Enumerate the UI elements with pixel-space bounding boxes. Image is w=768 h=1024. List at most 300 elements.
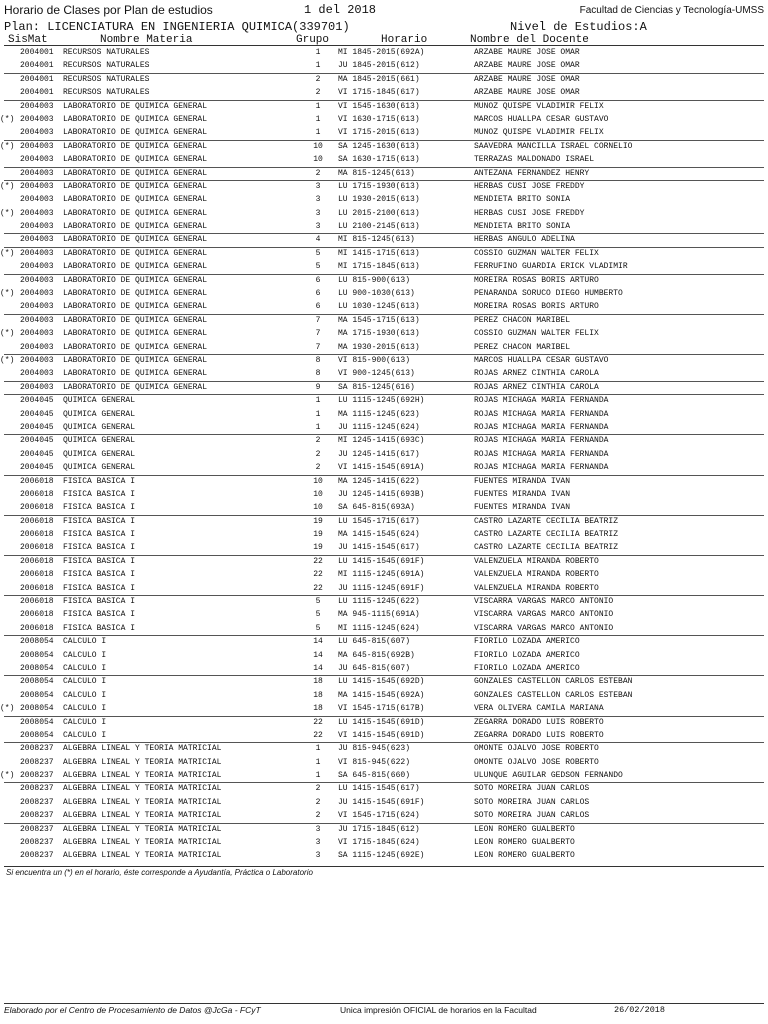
cell-docente: LEON ROMERO GUALBERTO: [474, 838, 575, 848]
cell-materia: QUIMICA GENERAL: [63, 449, 136, 459]
cell-materia: CALCULO I: [63, 690, 107, 700]
table-row: [0, 381, 768, 394]
table-row: [0, 421, 768, 434]
cell-horario: VI 815-945(622): [338, 757, 411, 767]
cell-materia: FISICA BASICA I: [63, 503, 136, 513]
table-row: [0, 461, 768, 474]
cell-sismat: 2006018: [20, 476, 54, 486]
cell-docente: LEON ROMERO GUALBERTO: [474, 824, 575, 834]
cell-materia: RECURSOS NATURALES: [63, 48, 150, 57]
cell-grupo: 22: [313, 583, 323, 593]
column-header-grupo: Grupo: [296, 34, 330, 46]
cell-grupo: 5: [315, 248, 321, 258]
table-row: [0, 193, 768, 206]
cell-sismat: 2004001: [20, 88, 54, 98]
cell-mark: (*): [0, 114, 15, 124]
cell-sismat: 2008054: [20, 637, 54, 647]
cell-grupo: 1: [315, 757, 321, 767]
cell-grupo: 18: [313, 704, 323, 714]
cell-docente: ROJAS MICHAGA MARIA FERNANDA: [474, 409, 609, 419]
cell-docente: PENARANDA SORUCO DIEGO HUMBERTO: [474, 289, 623, 299]
cell-docente: ROJAS MICHAGA MARIA FERNANDA: [474, 422, 609, 432]
cell-grupo: 1: [315, 128, 321, 138]
cell-grupo: 14: [313, 663, 323, 673]
cell-materia: RECURSOS NATURALES: [63, 74, 150, 84]
cell-materia: QUIMICA GENERAL: [63, 463, 136, 473]
cell-horario: LU 1115-1245(692H): [338, 396, 425, 406]
report-header: [4, 3, 764, 17]
cell-docente: FUENTES MIRANDA IVAN: [474, 503, 571, 513]
cell-docente: OMONTE OJALVO JOSE ROBERTO: [474, 757, 599, 767]
cell-horario: LU 1415-1545(617): [338, 784, 420, 794]
cell-horario: MI 1715-1845(613): [338, 262, 420, 272]
cell-materia: ALGEBRA LINEAL Y TEORIA MATRICIAL: [63, 784, 222, 794]
cell-materia: ALGEBRA LINEAL Y TEORIA MATRICIAL: [63, 757, 222, 767]
cell-docente: VISCARRA VARGAS MARCO ANTONIO: [474, 597, 614, 607]
cell-horario: MI 1415-1715(613): [338, 248, 420, 258]
column-header-materia: Nombre Materia: [100, 34, 193, 46]
cell-horario: VI 1630-1715(613): [338, 114, 420, 124]
cell-horario: LU 1545-1715(617): [338, 516, 420, 526]
cell-grupo: 10: [313, 141, 323, 151]
cell-sismat: 2004003: [20, 382, 54, 392]
cell-materia: LABORATORIO DE QUIMICA GENERAL: [63, 181, 208, 191]
cell-docente: PEREZ CHACON MARIBEL: [474, 315, 571, 325]
table-row: [0, 649, 768, 662]
table-row: [0, 46, 768, 59]
table-row: [0, 769, 768, 782]
cell-docente: MARCOS HUALLPA CESAR GUSTAVO: [474, 355, 609, 365]
table-row: [0, 849, 768, 862]
cell-grupo: 1: [315, 396, 321, 406]
plan-name: Plan: LICENCIATURA EN INGENIERIA QUIMICA(339701): [4, 20, 350, 34]
cell-mark: (*): [0, 141, 15, 151]
cell-sismat: 2004001: [20, 61, 54, 71]
cell-grupo: 1: [315, 61, 321, 71]
cell-grupo: 3: [315, 222, 321, 232]
cell-horario: LU 1415-1545(692D): [338, 677, 425, 687]
cell-materia: FISICA BASICA I: [63, 489, 136, 499]
cell-sismat: 2006018: [20, 556, 54, 566]
cell-docente: FIORILO LOZADA AMERICO: [474, 663, 580, 673]
cell-materia: QUIMICA GENERAL: [63, 409, 136, 419]
cell-materia: LABORATORIO DE QUIMICA GENERAL: [63, 342, 208, 352]
cell-horario: JU 1115-1245(691F): [338, 583, 425, 593]
cell-materia: LABORATORIO DE QUIMICA GENERAL: [63, 141, 208, 151]
table-row: [0, 287, 768, 300]
cell-horario: MA 945-1115(691A): [338, 610, 420, 620]
cell-sismat: 2006018: [20, 516, 54, 526]
cell-materia: LABORATORIO DE QUIMICA GENERAL: [63, 302, 208, 312]
report-title: Horario de Clases por Plan de estudios: [4, 3, 213, 17]
table-row: [0, 153, 768, 166]
cell-grupo: 1: [315, 409, 321, 419]
cell-docente: MOREIRA ROSAS BORIS ARTURO: [474, 275, 599, 285]
cell-grupo: 3: [315, 824, 321, 834]
cell-grupo: 2: [315, 811, 321, 821]
cell-docente: COSSIO GUZMAN WALTER FELIX: [474, 329, 599, 339]
cell-materia: ALGEBRA LINEAL Y TEORIA MATRICIAL: [63, 824, 222, 834]
cell-sismat: 2004003: [20, 114, 54, 124]
cell-mark: (*): [0, 289, 15, 299]
cell-grupo: 22: [313, 570, 323, 580]
cell-mark: (*): [0, 355, 15, 365]
cell-sismat: 2004003: [20, 235, 54, 245]
cell-docente: MUNOZ QUISPE VLADIMIR FELIX: [474, 101, 604, 111]
cell-horario: VI 1545-1630(613): [338, 101, 420, 111]
cell-materia: FISICA BASICA I: [63, 556, 136, 566]
cell-sismat: 2004003: [20, 369, 54, 379]
cell-grupo: 1: [315, 422, 321, 432]
cell-sismat: 2006018: [20, 570, 54, 580]
cell-horario: SA 1630-1715(613): [338, 155, 420, 165]
table-row: [0, 782, 768, 795]
cell-grupo: 7: [315, 329, 321, 339]
cell-horario: VI 900-1245(613): [338, 369, 415, 379]
table-row: [0, 689, 768, 702]
cell-docente: VERA OLIVERA CAMILA MARIANA: [474, 704, 604, 714]
cell-materia: CALCULO I: [63, 717, 107, 727]
cell-horario: VI 1415-1545(691A): [338, 463, 425, 473]
cell-docente: SOTO MOREIRA JUAN CARLOS: [474, 784, 590, 794]
cell-horario: LU 1030-1245(613): [338, 302, 420, 312]
table-row: [0, 394, 768, 407]
cell-mark: (*): [0, 248, 15, 258]
cell-docente: TERRAZAS MALDONADO ISRAEL: [474, 155, 595, 165]
cell-grupo: 9: [315, 382, 321, 392]
cell-sismat: 2004003: [20, 342, 54, 352]
cell-horario: JU 1715-1845(612): [338, 824, 420, 834]
cell-horario: VI 815-900(613): [338, 355, 411, 365]
table-row: [0, 367, 768, 380]
table-row: [0, 220, 768, 233]
cell-docente: ZEGARRA DORADO LUIS ROBERTO: [474, 717, 604, 727]
table-row: [0, 408, 768, 421]
cell-grupo: 22: [313, 556, 323, 566]
cell-grupo: 22: [313, 717, 323, 727]
cell-sismat: 2004003: [20, 262, 54, 272]
cell-materia: ALGEBRA LINEAL Y TEORIA MATRICIAL: [63, 811, 222, 821]
cell-materia: LABORATORIO DE QUIMICA GENERAL: [63, 128, 208, 138]
cell-mark: (*): [0, 329, 15, 339]
table-row: [0, 635, 768, 648]
cell-grupo: 2: [315, 449, 321, 459]
cell-docente: ARZABE MAURE JOSE OMAR: [474, 74, 580, 84]
cell-horario: JU 1415-1545(617): [338, 543, 420, 553]
cell-grupo: 3: [315, 208, 321, 218]
cell-docente: MARCOS HUALLPA CESAR GUSTAVO: [474, 114, 609, 124]
cell-horario: VI 1545-1715(617B): [338, 704, 425, 714]
cell-horario: JU 1415-1545(691F): [338, 797, 425, 807]
cell-grupo: 5: [315, 610, 321, 620]
cell-docente: MOREIRA ROSAS BORIS ARTURO: [474, 302, 599, 312]
cell-horario: MI 1115-1245(691A): [338, 570, 425, 580]
cell-materia: FISICA BASICA I: [63, 570, 136, 580]
cell-horario: LU 2100-2145(613): [338, 222, 420, 232]
cell-materia: FISICA BASICA I: [63, 597, 136, 607]
cell-materia: CALCULO I: [63, 730, 107, 740]
cell-grupo: 2: [315, 436, 321, 446]
cell-sismat: 2004045: [20, 396, 54, 406]
cell-grupo: 3: [315, 851, 321, 861]
cell-horario: MA 1545-1715(613): [338, 315, 420, 325]
cell-materia: FISICA BASICA I: [63, 543, 136, 553]
cell-docente: SOTO MOREIRA JUAN CARLOS: [474, 797, 590, 807]
cell-sismat: 2004003: [20, 302, 54, 312]
cell-mark: (*): [0, 208, 15, 218]
table-row: [0, 207, 768, 220]
cell-sismat: 2008054: [20, 730, 54, 740]
table-row: [0, 180, 768, 193]
cell-grupo: 22: [313, 730, 323, 740]
cell-materia: FISICA BASICA I: [63, 610, 136, 620]
cell-horario: SA 815-1245(616): [338, 382, 415, 392]
cell-docente: OMONTE OJALVO JOSE ROBERTO: [474, 744, 599, 754]
cell-materia: ALGEBRA LINEAL Y TEORIA MATRICIAL: [63, 771, 222, 781]
cell-horario: JU 1245-1415(617): [338, 449, 420, 459]
cell-docente: SAAVEDRA MANCILLA ISRAEL CORNELIO: [474, 141, 633, 151]
schedule-table: [0, 46, 768, 863]
cell-sismat: 2004003: [20, 168, 54, 178]
cell-sismat: 2004003: [20, 181, 54, 191]
cell-docente: FUENTES MIRANDA IVAN: [474, 489, 571, 499]
table-row: [0, 274, 768, 287]
footer-official: Unica impresión OFICIAL de horarios en la Facultad: [340, 1005, 537, 1015]
cell-horario: VI 1545-1715(624): [338, 811, 420, 821]
cell-sismat: 2008237: [20, 851, 54, 861]
cell-sismat: 2006018: [20, 530, 54, 540]
cell-sismat: 2004003: [20, 355, 54, 365]
cell-horario: SA 1245-1630(613): [338, 141, 420, 151]
cell-docente: MUNOZ QUISPE VLADIMIR FELIX: [474, 128, 604, 138]
cell-grupo: 19: [313, 543, 323, 553]
cell-materia: FISICA BASICA I: [63, 623, 136, 633]
cell-sismat: 2006018: [20, 503, 54, 513]
cell-mark: (*): [0, 771, 15, 781]
table-row: [0, 233, 768, 246]
cell-horario: VI 1715-1845(624): [338, 838, 420, 848]
cell-docente: FIORILO LOZADA AMERICO: [474, 637, 580, 647]
cell-materia: LABORATORIO DE QUIMICA GENERAL: [63, 208, 208, 218]
cell-docente: HERBAS ANGULO ADELINA: [474, 235, 575, 245]
column-header-docente: Nombre del Docente: [470, 34, 589, 46]
cell-sismat: 2008054: [20, 704, 54, 714]
cell-sismat: 2008237: [20, 757, 54, 767]
cell-grupo: 7: [315, 342, 321, 352]
cell-sismat: 2004003: [20, 289, 54, 299]
table-row: [0, 809, 768, 822]
cell-grupo: 6: [315, 275, 321, 285]
cell-sismat: 2008237: [20, 784, 54, 794]
cell-docente: CASTRO LAZARTE CECILIA BEATRIZ: [474, 530, 619, 540]
cell-grupo: 1: [315, 744, 321, 754]
cell-sismat: 2004045: [20, 463, 54, 473]
table-row: [0, 662, 768, 675]
cell-materia: CALCULO I: [63, 650, 107, 660]
table-row: [0, 595, 768, 608]
cell-docente: ROJAS MICHAGA MARIA FERNANDA: [474, 396, 609, 406]
table-row: [0, 86, 768, 99]
cell-sismat: 2008054: [20, 690, 54, 700]
cell-grupo: 6: [315, 289, 321, 299]
cell-horario: JU 815-945(623): [338, 744, 411, 754]
cell-grupo: 5: [315, 597, 321, 607]
table-row: [0, 113, 768, 126]
cell-materia: CALCULO I: [63, 677, 107, 687]
cell-horario: SA 1115-1245(692E): [338, 851, 425, 861]
cell-horario: LU 1930-2015(613): [338, 195, 420, 205]
cell-sismat: 2008054: [20, 663, 54, 673]
cell-horario: MA 1415-1545(624): [338, 530, 420, 540]
cell-materia: ALGEBRA LINEAL Y TEORIA MATRICIAL: [63, 838, 222, 848]
cell-sismat: 2008054: [20, 650, 54, 660]
cell-grupo: 3: [315, 195, 321, 205]
cell-materia: QUIMICA GENERAL: [63, 422, 136, 432]
cell-docente: ROJAS ARNEZ CINTHIA CAROLA: [474, 382, 599, 392]
cell-horario: MA 1715-1930(613): [338, 329, 420, 339]
cell-sismat: 2004003: [20, 315, 54, 325]
table-row: [0, 729, 768, 742]
study-level: Nivel de Estudios:A: [510, 20, 647, 34]
cell-horario: JU 1845-2015(612): [338, 61, 420, 71]
cell-grupo: 18: [313, 677, 323, 687]
table-row: [0, 836, 768, 849]
cell-grupo: 10: [313, 503, 323, 513]
footnote: Si encuentra un (*) en el horario, éste corresponde a Ayudantía, Práctica o Laboratorio: [6, 868, 313, 877]
cell-docente: VALENZUELA MIRANDA ROBERTO: [474, 556, 599, 566]
cell-materia: CALCULO I: [63, 704, 107, 714]
cell-grupo: 8: [315, 355, 321, 365]
cell-materia: LABORATORIO DE QUIMICA GENERAL: [63, 248, 208, 258]
cell-materia: ALGEBRA LINEAL Y TEORIA MATRICIAL: [63, 797, 222, 807]
cell-materia: FISICA BASICA I: [63, 530, 136, 540]
cell-horario: MA 1845-2015(661): [338, 74, 420, 84]
cell-sismat: 2006018: [20, 543, 54, 553]
cell-materia: LABORATORIO DE QUIMICA GENERAL: [63, 155, 208, 165]
cell-grupo: 18: [313, 690, 323, 700]
cell-horario: JU 1245-1415(693B): [338, 489, 425, 499]
cell-sismat: 2004003: [20, 128, 54, 138]
cell-horario: MI 815-1245(613): [338, 235, 415, 245]
table-row: [0, 501, 768, 514]
cell-sismat: 2004003: [20, 222, 54, 232]
table-row: [0, 796, 768, 809]
cell-materia: QUIMICA GENERAL: [63, 436, 136, 446]
cell-sismat: 2008237: [20, 797, 54, 807]
cell-horario: MA 1245-1415(622): [338, 476, 420, 486]
cell-sismat: 2008237: [20, 824, 54, 834]
cell-grupo: 2: [315, 463, 321, 473]
table-row: [0, 608, 768, 621]
cell-grupo: 1: [315, 48, 321, 57]
table-row: [0, 702, 768, 715]
cell-sismat: 2008054: [20, 717, 54, 727]
cell-materia: LABORATORIO DE QUIMICA GENERAL: [63, 355, 208, 365]
table-row: [0, 341, 768, 354]
table-row: [0, 247, 768, 260]
cell-docente: HERBAS CUSI JOSE FREDDY: [474, 208, 585, 218]
cell-sismat: 2006018: [20, 583, 54, 593]
table-row: [0, 716, 768, 729]
cell-docente: CASTRO LAZARTE CECILIA BEATRIZ: [474, 543, 619, 553]
cell-materia: LABORATORIO DE QUIMICA GENERAL: [63, 101, 208, 111]
table-row: [0, 100, 768, 113]
cell-grupo: 2: [315, 168, 321, 178]
cell-materia: FISICA BASICA I: [63, 583, 136, 593]
cell-horario: MI 1115-1245(624): [338, 623, 420, 633]
cell-grupo: 2: [315, 784, 321, 794]
cell-horario: MA 645-815(692B): [338, 650, 415, 660]
cell-docente: ROJAS MICHAGA MARIA FERNANDA: [474, 436, 609, 446]
cell-horario: MA 1415-1545(692A): [338, 690, 425, 700]
table-row: [0, 742, 768, 755]
table-row: [0, 434, 768, 447]
cell-materia: FISICA BASICA I: [63, 516, 136, 526]
cell-sismat: 2004003: [20, 248, 54, 258]
cell-docente: PEREZ CHACON MARIBEL: [474, 342, 571, 352]
cell-sismat: 2008237: [20, 811, 54, 821]
table-row: [0, 756, 768, 769]
cell-horario: LU 1715-1930(613): [338, 181, 420, 191]
cell-sismat: 2004003: [20, 155, 54, 165]
cell-horario: MA 1930-2015(613): [338, 342, 420, 352]
cell-horario: LU 1415-1545(691F): [338, 556, 425, 566]
cell-sismat: 2004045: [20, 436, 54, 446]
cell-sismat: 2006018: [20, 623, 54, 633]
cell-horario: SA 645-815(693A): [338, 503, 415, 513]
table-row: [0, 167, 768, 180]
table-row: [0, 260, 768, 273]
cell-docente: ARZABE MAURE JOSE OMAR: [474, 88, 580, 98]
cell-grupo: 7: [315, 315, 321, 325]
cell-docente: ANTEZANA FERNANDEZ HENRY: [474, 168, 590, 178]
cell-horario: MI 1845-2015(692A): [338, 48, 425, 57]
table-row: [0, 555, 768, 568]
cell-materia: LABORATORIO DE QUIMICA GENERAL: [63, 168, 208, 178]
cell-docente: FERRUFINO GUARDIA ERICK VLADIMIR: [474, 262, 628, 272]
cell-docente: VALENZUELA MIRANDA ROBERTO: [474, 570, 599, 580]
footer-date: 26/02/2018: [614, 1005, 666, 1015]
cell-grupo: 3: [315, 181, 321, 191]
cell-sismat: 2008237: [20, 771, 54, 781]
cell-sismat: 2004001: [20, 74, 54, 84]
table-row: [0, 675, 768, 688]
footer-credit: Elaborado por el Centro de Procesamiento de Datos @JcGa - FCyT: [4, 1005, 261, 1015]
cell-grupo: 10: [313, 476, 323, 486]
cell-docente: VISCARRA VARGAS MARCO ANTONIO: [474, 623, 614, 633]
cell-sismat: 2004045: [20, 409, 54, 419]
cell-sismat: 2004003: [20, 329, 54, 339]
cell-grupo: 10: [313, 155, 323, 165]
cell-grupo: 19: [313, 530, 323, 540]
cell-grupo: 19: [313, 516, 323, 526]
cell-horario: LU 815-900(613): [338, 275, 411, 285]
cell-docente: ZEGARRA DORADO LUIS ROBERTO: [474, 730, 604, 740]
cell-horario: LU 900-1030(613): [338, 289, 415, 299]
footer-divider: [4, 1003, 764, 1004]
cell-horario: VI 1415-1545(691D): [338, 730, 425, 740]
cell-materia: QUIMICA GENERAL: [63, 396, 136, 406]
cell-grupo: 6: [315, 302, 321, 312]
cell-sismat: 2004001: [20, 48, 54, 57]
table-row: [0, 582, 768, 595]
table-row: [0, 568, 768, 581]
cell-materia: RECURSOS NATURALES: [63, 88, 150, 98]
cell-sismat: 2004003: [20, 101, 54, 111]
cell-materia: ALGEBRA LINEAL Y TEORIA MATRICIAL: [63, 851, 222, 861]
plan-header: [4, 20, 764, 34]
cell-docente: VISCARRA VARGAS MARCO ANTONIO: [474, 610, 614, 620]
